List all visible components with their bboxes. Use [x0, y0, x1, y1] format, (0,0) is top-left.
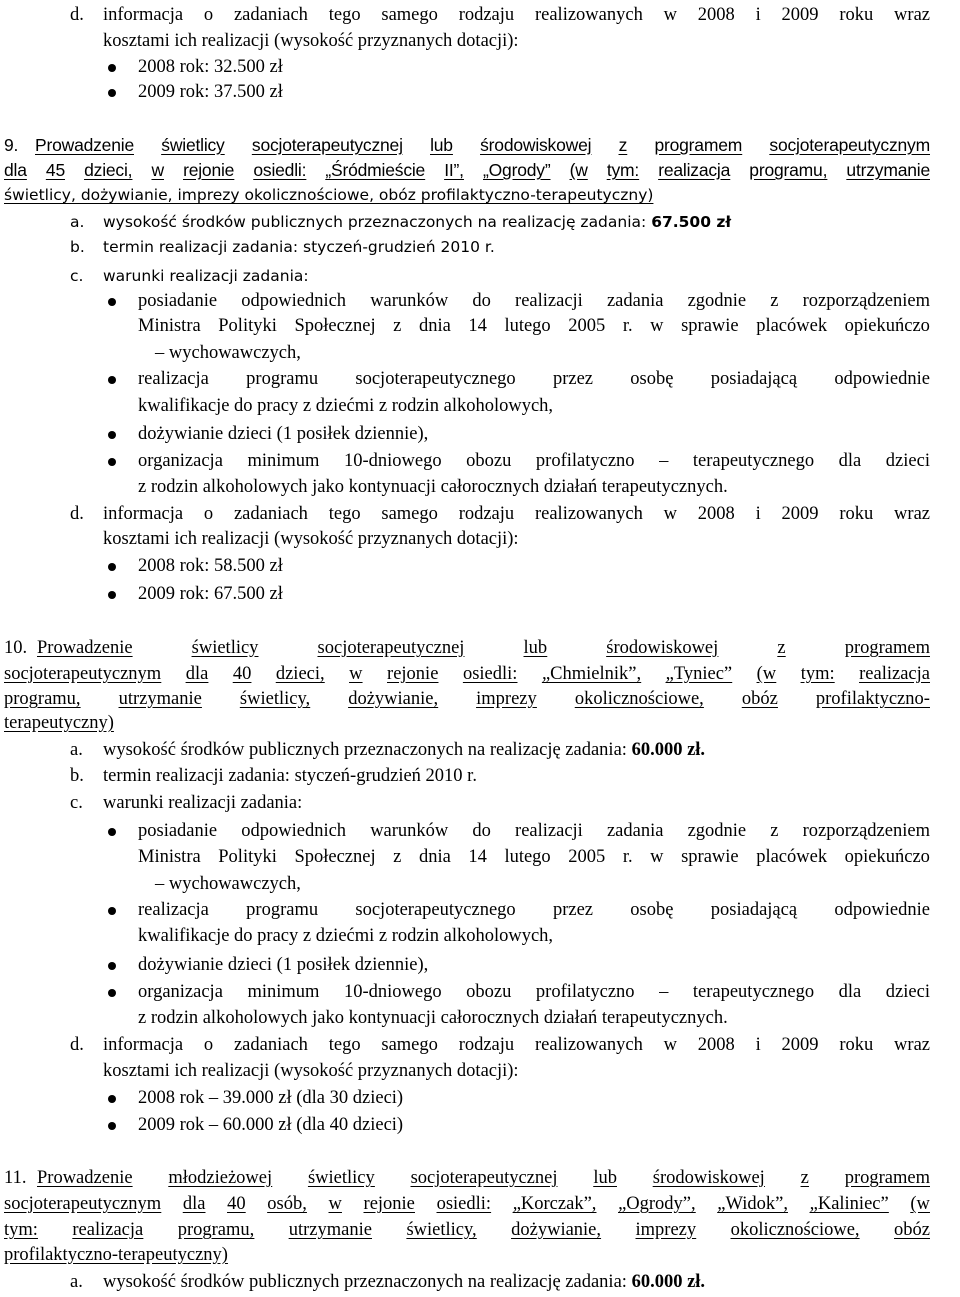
text-line	[0, 1113, 960, 1138]
text-line	[0, 422, 960, 447]
line-text: 2008 rok: 32.500 zł	[138, 57, 283, 77]
text-line	[0, 183, 960, 208]
line-text: Prowadzenie młodzieżowej świetlicy socjoterapeutycznej lub środowiskowej z programem	[37, 1168, 930, 1188]
bullet-icon	[108, 962, 116, 970]
line-text: organizacja minimum 10-dniowego obozu profilatyczno – terapeutycznego dla dzieci	[138, 982, 930, 1002]
text-line	[0, 1243, 960, 1268]
line-text: Ministra Polityki Społecznej z dnia 14 lutego 2005 r. w sprawie placówek opiekuńczo	[138, 847, 930, 867]
text-line	[0, 1006, 960, 1031]
line-text: – wychowawczych,	[155, 874, 301, 894]
line-text: z rodzin alkoholowych jako kontynuacji całorocznych działań terapeutycznych.	[138, 477, 728, 497]
line-text: wysokość środków publicznych przeznaczonych na realizację zadania: 60.000 zł.	[103, 740, 706, 760]
line-text: tym: realizacja programu, utrzymanie świetlicy, dożywianie, imprezy okolicznościowe, obóz	[4, 1220, 930, 1240]
text-line	[0, 235, 960, 260]
text-line	[0, 394, 960, 419]
amount-bold: 60.000 zł.	[631, 740, 706, 760]
amount-bold: 67.500 zł	[651, 213, 732, 231]
bullet-icon	[108, 458, 116, 466]
line-text: Prowadzenie świetlicy socjoterapeutycznej lub środowiskowej z programem socjoterapeutycznym	[35, 135, 930, 155]
text-line	[0, 1166, 960, 1191]
line-text: wysokość środków publicznych przeznaczonych na realizację zadania: 67.500 zł	[103, 213, 732, 231]
line-text: Prowadzenie świetlicy socjoterapeutycznej lub środowiskowej z programem	[37, 638, 930, 658]
line-text: terapeutyczny)	[4, 713, 114, 733]
line-text: – wychowawczych,	[155, 343, 301, 363]
line-text: profilaktyczno-terapeutyczny)	[4, 1245, 228, 1265]
text-line	[0, 582, 960, 607]
list-label: c.	[70, 267, 84, 285]
line-text: dożywianie dzieci (1 posiłek dziennie),	[138, 955, 429, 975]
text-line	[0, 898, 960, 923]
bullet-icon	[108, 907, 116, 915]
list-label: a.	[70, 740, 83, 760]
text-line	[0, 687, 960, 712]
text-line	[0, 158, 960, 183]
text-line	[0, 210, 960, 235]
list-label: c.	[70, 793, 83, 813]
text-line	[0, 1192, 960, 1217]
bullet-icon	[108, 1122, 116, 1130]
line-text: termin realizacji zadania: styczeń-grudzień 2010 r.	[103, 766, 477, 786]
text-line	[0, 289, 960, 314]
line-text: 2008 rok: 58.500 zł	[138, 556, 283, 576]
section-number: 9.	[4, 135, 19, 155]
line-text: warunki realizacji zadania:	[103, 793, 303, 813]
line-text: kosztami ich realizacji (wysokość przyznanych dotacji):	[103, 529, 519, 549]
line-text: warunki realizacji zadania:	[103, 267, 309, 285]
text-line	[0, 264, 960, 289]
bullet-icon	[108, 563, 116, 571]
bullet-icon	[108, 298, 116, 306]
text-line	[0, 29, 960, 54]
line-text: organizacja minimum 10-dniowego obozu profilatyczno – terapeutycznego dla dzieci	[138, 451, 930, 471]
line-text: dla 45 dzieci, w rejonie osiedli: „Śródmieście II”, „Ogrody” (w tym: realizacja programu, utrzymanie	[4, 160, 930, 180]
text-line	[0, 554, 960, 579]
text-line	[0, 1086, 960, 1111]
section-number: 11.	[4, 1168, 27, 1188]
line-text: świetlicy, dożywianie, imprezy okolicznościowe, obóz profilaktyczno-terapeutyczny)	[4, 186, 654, 204]
list-label: d.	[70, 5, 84, 25]
line-text: termin realizacji zadania: styczeń-grudzień 2010 r.	[103, 238, 495, 256]
text-line	[0, 341, 960, 366]
list-label: b.	[70, 238, 85, 256]
text-line	[0, 3, 960, 28]
line-text: realizacja programu socjoterapeutycznego przez osobę posiadającą odpowiednie	[138, 369, 930, 389]
line-text: Ministra Polityki Społecznej z dnia 14 lutego 2005 r. w sprawie placówek opiekuńczo	[138, 316, 930, 336]
text-line	[0, 819, 960, 844]
list-label: a.	[70, 213, 85, 231]
line-text: kwalifikacje do pracy z dziećmi z rodzin alkoholowych,	[138, 396, 554, 416]
list-label: b.	[70, 766, 84, 786]
line-text: realizacja programu socjoterapeutycznego przez osobę posiadającą odpowiednie	[138, 900, 930, 920]
text-line	[0, 475, 960, 500]
line-text: socjoterapeutycznym dla 40 dzieci, w rejonie osiedli: „Chmielnik”, „Tyniec” (w tym: realizacja	[4, 664, 930, 684]
text-line	[0, 449, 960, 474]
line-text: z rodzin alkoholowych jako kontynuacji całorocznych działań terapeutycznych.	[138, 1008, 728, 1028]
text-line	[0, 636, 960, 661]
list-label: a.	[70, 1272, 83, 1292]
text-line	[0, 662, 960, 687]
list-label: d.	[70, 1035, 84, 1055]
text-line	[0, 791, 960, 816]
line-text: posiadanie odpowiednich warunków do realizacji zadania zgodnie z rozporządzeniem	[138, 291, 930, 311]
line-text: 2009 rok: 67.500 zł	[138, 584, 283, 604]
section-number: 10.	[4, 638, 28, 658]
bullet-icon	[108, 431, 116, 439]
text-line	[0, 980, 960, 1005]
text-line	[0, 738, 960, 763]
bullet-icon	[108, 591, 116, 599]
text-line	[0, 133, 960, 158]
text-line	[0, 1033, 960, 1058]
amount-bold: 60.000 zł.	[631, 1272, 706, 1292]
line-text: dożywianie dzieci (1 posiłek dziennie),	[138, 424, 429, 444]
text-line	[0, 80, 960, 105]
text-line	[0, 845, 960, 870]
line-text: socjoterapeutycznym dla 40 osób, w rejonie osiedli: „Korczak”, „Ogrody”, „Widok”, „Kaliniec” (w	[4, 1194, 930, 1214]
list-label: d.	[70, 504, 84, 524]
line-text: 2009 rok: 37.500 zł	[138, 82, 283, 102]
line-text: kwalifikacje do pracy z dziećmi z rodzin alkoholowych,	[138, 926, 554, 946]
text-line	[0, 502, 960, 527]
text-line	[0, 314, 960, 339]
bullet-icon	[108, 376, 116, 384]
bullet-icon	[108, 828, 116, 836]
bullet-icon	[108, 989, 116, 997]
line-text: kosztami ich realizacji (wysokość przyznanych dotacji):	[103, 1061, 519, 1081]
text-line	[0, 55, 960, 80]
bullet-icon	[108, 1095, 116, 1103]
text-line	[0, 1218, 960, 1243]
text-line	[0, 764, 960, 789]
line-text: informacja o zadaniach tego samego rodzaju realizowanych w 2008 i 2009 roku wraz	[103, 1035, 930, 1055]
line-text: wysokość środków publicznych przeznaczonych na realizację zadania: 60.000 zł.	[103, 1272, 706, 1292]
text-line	[0, 924, 960, 949]
text-line	[0, 872, 960, 897]
bullet-icon	[108, 89, 116, 97]
text-line	[0, 367, 960, 392]
line-text: informacja o zadaniach tego samego rodzaju realizowanych w 2008 i 2009 roku wraz	[103, 5, 930, 25]
line-text: informacja o zadaniach tego samego rodzaju realizowanych w 2008 i 2009 roku wraz	[103, 504, 930, 524]
text-line	[0, 1270, 960, 1295]
line-text: 2008 rok – 39.000 zł (dla 30 dzieci)	[138, 1088, 404, 1108]
text-line	[0, 527, 960, 552]
line-text: 2009 rok – 60.000 zł (dla 40 dzieci)	[138, 1115, 404, 1135]
line-text: programu, utrzymanie świetlicy, dożywianie, imprezy okolicznościowe, obóz profilaktyczno-	[4, 689, 930, 709]
line-text: posiadanie odpowiednich warunków do realizacji zadania zgodnie z rozporządzeniem	[138, 821, 930, 841]
text-line	[0, 1059, 960, 1084]
text-line	[0, 953, 960, 978]
bullet-icon	[108, 64, 116, 72]
line-text: kosztami ich realizacji (wysokość przyznanych dotacji):	[103, 31, 519, 51]
text-line	[0, 711, 960, 736]
